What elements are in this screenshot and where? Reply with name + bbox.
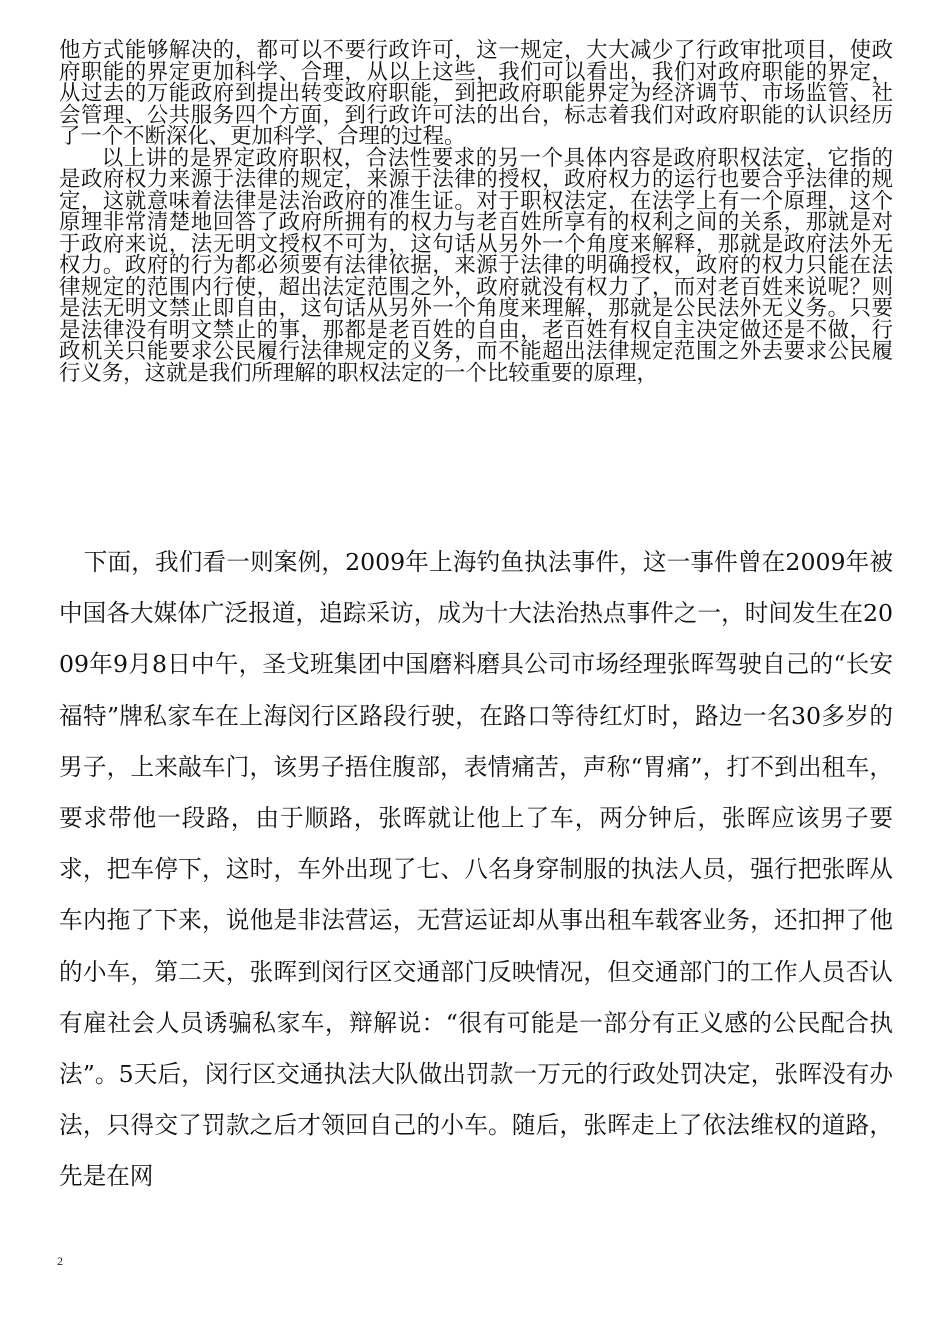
paragraph-3: 下面，我们看一则案例，2009年上海钓鱼执法事件，这一事件曾在2009年被中国各大媒体广泛报道，追踪采访，成为十大法治热点事件之一，时间发生在2009年9月8日中午，圣戈班集团中国磨料磨具公司市场经理张晖驾驶自己的“长安福特”牌私家车在上海闵行区路段行驶，在路口等待红灯时，路边一名30多岁的男子，上来敲车门，该男子捂住腹部，表情痛苦，声称“胃痛”，打不到出租车，要求带他一段路，由于顺路，张晖就让他上了车，两分钟后，张晖应该男子要求，把车停下，这时，车外出现了七、八名身穿制服的执法人员，强行把张晖从车内拖了下来，说他是非法营运，无营运证却从事出租车载客业务，还扣押了他的小车，第二天，张晖到闵行区交通部门反映情况，但交通部门的工作人员否认有雇社会人员诱骗私家车，辩解说：“很有可能是一部分有正义感的公民配合执法”。5天后，闵行区交通执法大队做出罚款一万元的行政处罚决定，张晖没有办法，只得交了罚款之后才领回自己的小车。随后，张晖走上了依法维权的道路，先是在网: [59, 548, 893, 1191]
page-number: 2: [57, 1254, 63, 1268]
paragraph-2: 以上讲的是界定政府职权，合法性要求的另一个具体内容是政府职权法定，它指的是政府权力来源于法律的规定，来源于法律的授权，政府权力的运行也要合乎法律的规定，这就意味着法律是法治政府的准生证。对于职权法定，在法学上有一个原理，这个原理非常清楚地回答了政府所拥有的权力与老百姓所享有的权利之间的关系，那就是对于政府来说，法无明文授权不可为，这句话从另外一个角度来解释，那就是政府法外无权力。政府的行为都必须要有法律依据，来源于法律的明确授权，政府的权力只能在法律规定的范围内行使，超出法定范围之外，政府就没有权力了，而对老百姓来说呢？则是法无明文禁止即自由，这句话从另外一个角度来理解，那就是公民法外无义务。只要是法律没有明文禁止的事，那都是老百姓的自由，老百姓有权自主决定做还是不做，行政机关只能要求公民履行法律规定的义务，而不能超出法律规定范围之外去要求公民履行义务，这就是我们所理解的职权法定的一个比较重要的原理，: [59, 145, 893, 386]
paragraph-1: 他方式能够解决的，都可以不要行政许可，这一规定，大大减少了行政审批项目，使政府职能的界定更加科学、合理，从以上这些，我们可以看出，我们对政府职能的界定，从过去的万能政府到提出转变政府职能，到把政府职能界定为经济调节、市场监管、社会管理、公共服务四个方面，到行政许可法的出台，标志着我们对政府职能的认识经历了一个不断深化、更加科学、合理的过程。: [59, 38, 893, 149]
text-block-large: [59, 537, 893, 1203]
text-block-small: [59, 40, 893, 384]
